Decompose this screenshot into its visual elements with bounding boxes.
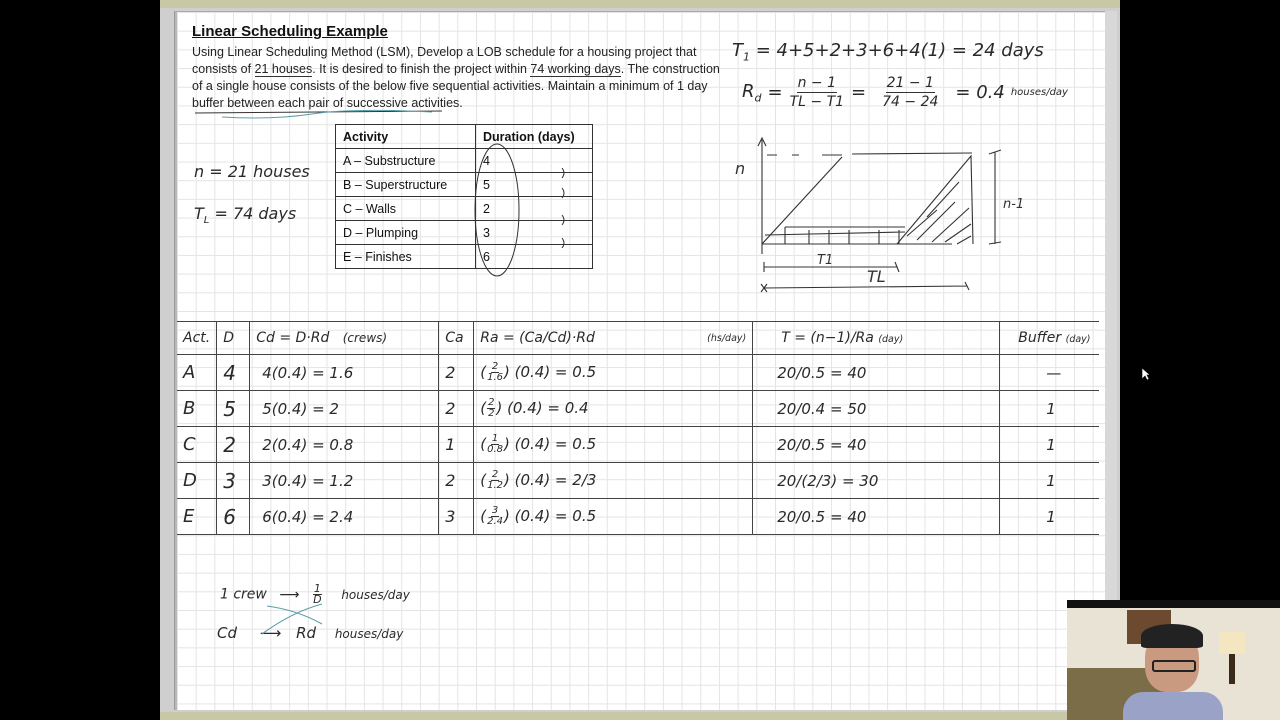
- sketch-tl-label: TL: [867, 267, 886, 286]
- document-viewer: [160, 0, 1120, 720]
- header-buffer-unit: (day): [1065, 334, 1091, 345]
- problem-text-2: . It is desired to finish the project within: [312, 62, 527, 76]
- header-d: D: [217, 322, 250, 355]
- viewer-bottom-border: [160, 712, 1120, 720]
- ra-fraction: [487, 470, 503, 491]
- calc-table-body: [177, 355, 1099, 535]
- frac-num: 21 − 1: [886, 75, 934, 91]
- row-activity: B: [177, 391, 217, 427]
- row-duration: 5: [217, 391, 250, 427]
- lamp-stand: [1229, 654, 1235, 684]
- row-activity: D: [177, 463, 217, 499]
- note-cd: Cd: [217, 624, 237, 642]
- rd-unit: houses/day: [1010, 87, 1068, 98]
- rd-fraction-symbolic: [790, 74, 844, 111]
- row-cd: 6(0.4) = 2.4: [250, 499, 439, 535]
- duration-circle-annotation: [467, 140, 587, 285]
- arrow-icon: ⟶: [279, 586, 300, 603]
- problem-text-1: Using Linear Scheduling Method (LSM), Develop a LOB schedule for a housing project that consists of: [192, 45, 697, 76]
- calc-table-header: [177, 322, 1099, 355]
- y-axis-arrow: [758, 138, 766, 254]
- header-cd-unit: (crews): [342, 331, 388, 345]
- header-buffer: [1000, 322, 1099, 355]
- given-tl-symbol: T: [194, 204, 204, 223]
- row-ca: 1: [439, 427, 474, 463]
- table-row: [177, 355, 1099, 391]
- ra-fraction: [487, 362, 503, 383]
- activity-duration: 4: [476, 149, 593, 173]
- ra-fraction: [487, 398, 495, 419]
- sketch-n-1-label: n-1: [1003, 197, 1025, 212]
- row-t: 20/0.5 = 40: [753, 427, 1000, 463]
- calculation-table: [177, 321, 1099, 535]
- working-days-highlight: 74 working days: [530, 62, 621, 76]
- row-ca: 2: [439, 355, 474, 391]
- activity-bars: [765, 227, 905, 244]
- row-ca: 2: [439, 391, 474, 427]
- given-tl: [194, 204, 296, 226]
- lamp-shade: [1219, 632, 1245, 654]
- row-duration: 2: [217, 427, 250, 463]
- header-ra: [474, 322, 753, 355]
- t1-symbol: T: [732, 40, 743, 61]
- glasses: [1152, 660, 1196, 672]
- row-activity: A: [177, 355, 217, 391]
- row-ca: 3: [439, 499, 474, 535]
- header-activity: Activity: [336, 125, 476, 149]
- header-ra-unit: (hs/day): [707, 333, 747, 344]
- row-buffer: 1: [1000, 391, 1099, 427]
- activity-name: D – Plumping: [336, 221, 476, 245]
- frac-den: 2.4: [487, 516, 503, 527]
- row-ra: ( $\frac{2}{1.2}$ ) (0.4) = 2/3: [474, 463, 753, 499]
- given-n: n = 21 houses: [194, 162, 310, 181]
- row-t: 20/0.4 = 50: [753, 391, 1000, 427]
- row-t: 20/0.5 = 40: [753, 355, 1000, 391]
- arrow-icon: ⟶: [259, 624, 282, 642]
- activity-name: B – Superstructure: [336, 173, 476, 197]
- cross-annotation: [257, 600, 337, 640]
- header-ca: Ca: [439, 322, 474, 355]
- ra-fraction: [487, 506, 503, 527]
- row-t: 20/(2/3) = 30: [753, 463, 1000, 499]
- frac-num: 1: [313, 582, 321, 595]
- row-ra: ( $\frac{2}{1.6}$ ) (0.4) = 0.5: [474, 355, 753, 391]
- frac-den: 1.6: [487, 372, 503, 383]
- t1-sub: 1: [743, 50, 750, 64]
- hatching: [907, 182, 971, 244]
- row-duration: 4: [217, 355, 250, 391]
- notes-page: [175, 11, 1107, 710]
- table-row: [177, 499, 1099, 535]
- header-buffer-label: Buffer: [1018, 330, 1062, 346]
- lob-sketch: [737, 132, 1037, 312]
- activity-duration: 3: [476, 221, 593, 245]
- row-ra: ( $\frac{2}{2}$ ) (0.4) = 0.4: [474, 391, 753, 427]
- ra-fraction: [487, 434, 503, 455]
- t1-value: = 4+5+2+3+6+4(1) = 24 days: [750, 40, 1044, 61]
- note-unit-2: houses/day: [334, 627, 404, 641]
- header-t: [753, 322, 1000, 355]
- rd-symbol: [742, 81, 762, 105]
- frac-den: 2: [488, 408, 495, 419]
- person-shirt: [1123, 692, 1223, 720]
- row-cd: 2(0.4) = 0.8: [250, 427, 439, 463]
- rd-equation: [742, 74, 1068, 111]
- frac-num: n − 1: [797, 75, 837, 91]
- person-hair: [1141, 624, 1203, 648]
- ra-value: (0.4) = 0.5: [514, 363, 597, 381]
- first-activity-line: [762, 157, 842, 244]
- row-duration: 3: [217, 463, 250, 499]
- ra-value: (0.4) = 2/3: [514, 471, 597, 489]
- annotation-underline: [192, 108, 452, 122]
- viewer-top-border: [160, 0, 1120, 8]
- header-t-unit: (day): [878, 334, 904, 345]
- table-row: [177, 391, 1099, 427]
- row-activity: E: [177, 499, 217, 535]
- row-ca: 2: [439, 463, 474, 499]
- rd-sub: d: [754, 91, 762, 105]
- problem-statement: [192, 44, 727, 112]
- frac-den: 74 − 24: [882, 94, 939, 110]
- note-unit-1: houses/day: [341, 587, 410, 602]
- n-minus-1-dimension: [989, 150, 1001, 244]
- activity-duration: 5: [476, 173, 593, 197]
- row-buffer: 1: [1000, 463, 1099, 499]
- mouse-cursor-icon: [1141, 367, 1151, 381]
- frac-num: 2: [491, 361, 499, 372]
- frac-num: 3: [491, 505, 499, 516]
- rd-result: = 0.4: [955, 82, 1005, 103]
- sketch-t1-label: T1: [817, 253, 834, 268]
- row-cd: 3(0.4) = 1.2: [250, 463, 439, 499]
- activity-name: E – Finishes: [336, 245, 476, 269]
- header-t-formula: T = (n−1)/Ra: [781, 330, 874, 346]
- row-cd: 4(0.4) = 1.6: [250, 355, 439, 391]
- rd-symbol-text: R: [742, 80, 755, 102]
- sketch-n-label: n: [735, 159, 746, 178]
- row-buffer: 1: [1000, 499, 1099, 535]
- row-t: 20/0.5 = 40: [753, 499, 1000, 535]
- ra-value: (0.4) = 0.5: [514, 435, 597, 453]
- rd-fraction-numeric: [882, 74, 938, 111]
- header-ra-formula: Ra = (Ca/Cd)·Rd: [480, 330, 595, 346]
- top-dashed-line: [767, 153, 972, 155]
- note-crew: 1 crew: [220, 586, 267, 603]
- frac-den: TL − T1: [789, 94, 845, 110]
- row-cd: 5(0.4) = 2: [250, 391, 439, 427]
- row-ra: ( $\frac{1}{0.8}$ ) (0.4) = 0.5: [474, 427, 753, 463]
- page-title: Linear Scheduling Example: [192, 23, 388, 40]
- ra-value: (0.4) = 0.5: [514, 507, 597, 525]
- table-row: [177, 463, 1099, 499]
- frac-den: 1.2: [487, 480, 503, 491]
- note-rd: Rd: [296, 624, 317, 642]
- row-buffer: —: [1000, 355, 1099, 391]
- header-cd-formula: Cd = D·Rd: [256, 330, 330, 346]
- frac-den: 0.8: [487, 444, 503, 455]
- row-buffer: 1: [1000, 427, 1099, 463]
- row-ra: ( $\frac{3}{2.4}$ ) (0.4) = 0.5: [474, 499, 753, 535]
- table-row: [177, 427, 1099, 463]
- houses-count-highlight: 21 houses: [254, 62, 313, 76]
- t1-equation: [732, 40, 1044, 64]
- frac-num: 1: [491, 433, 499, 444]
- problem-text-3: . The construction of a single house consists of the below five sequential activities. Maintain a minimum of 1 day buffer between each pair of successive activities.: [192, 62, 720, 110]
- given-tl-sub: L: [203, 215, 210, 227]
- activity-name: C – Walls: [336, 197, 476, 221]
- rd-equals-2: =: [851, 82, 867, 103]
- ra-value: (0.4) = 0.4: [507, 399, 589, 417]
- rd-equals: =: [767, 82, 783, 103]
- frac-num: 2: [488, 397, 495, 408]
- row-duration: 6: [217, 499, 250, 535]
- header-duration: Duration (days): [476, 125, 593, 149]
- webcam-overlay: [1067, 600, 1280, 720]
- header-act: Act.: [177, 322, 217, 355]
- activity-duration: 6: [476, 245, 593, 269]
- activity-duration: 2: [476, 197, 593, 221]
- tl-dimension: [761, 282, 969, 292]
- given-tl-value: = 74 days: [209, 204, 297, 223]
- row-activity: C: [177, 427, 217, 463]
- activity-name: A – Substructure: [336, 149, 476, 173]
- webcam-top-bar: [1067, 600, 1280, 608]
- frac-num: 2: [491, 469, 499, 480]
- frac-den: D: [313, 593, 322, 606]
- header-cd: [250, 322, 439, 355]
